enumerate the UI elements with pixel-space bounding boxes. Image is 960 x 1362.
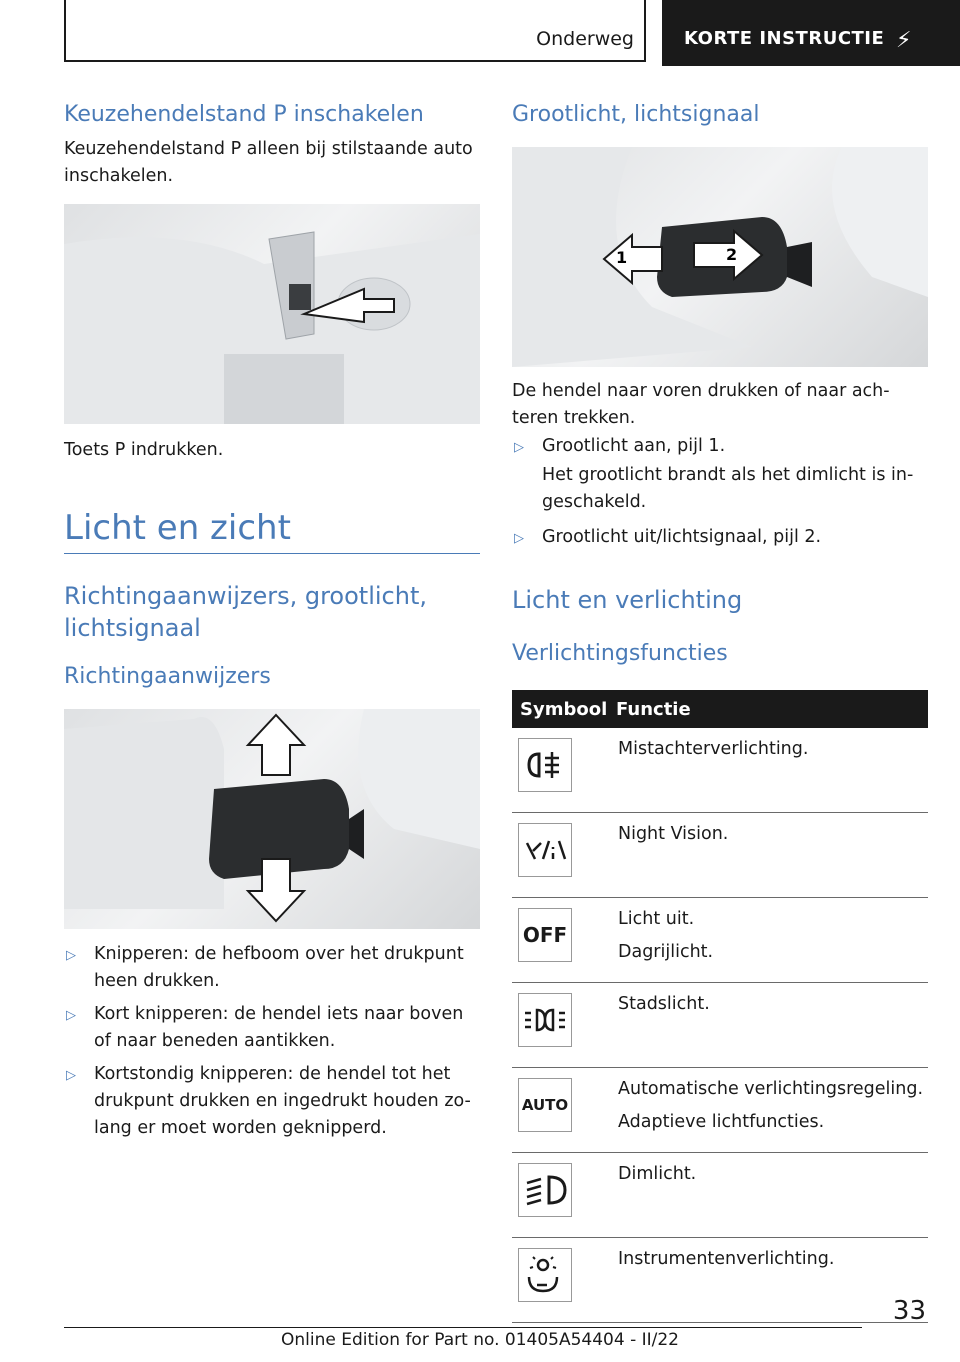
column-header-symbol: Symbool xyxy=(512,690,608,728)
list-item-sub: Het grootlicht brandt als het dimlicht is in-geschakeld. xyxy=(542,465,914,512)
parking-light-icon xyxy=(518,993,572,1047)
night-vision-icon xyxy=(518,823,572,877)
lighting-functions-table xyxy=(512,690,928,1323)
table-row xyxy=(512,1238,928,1323)
beam-heading: Grootlicht, lichtsignaal xyxy=(512,102,760,127)
function-text: Licht uit. xyxy=(618,909,695,929)
function-text: Night Vision. xyxy=(618,824,729,844)
table-row xyxy=(512,813,928,898)
table-row xyxy=(512,898,928,983)
wand-icon: ⚡ xyxy=(896,28,912,53)
chapter-heading: Licht en zicht xyxy=(64,508,291,548)
footer-rule xyxy=(64,1327,862,1328)
off-icon: OFF xyxy=(518,908,572,962)
list-item: ▷ Knipperen: de hefboom over het drukpunt heen drukken. xyxy=(66,944,464,991)
chapter-title: KORTE INSTRUCTIE xyxy=(684,28,885,49)
section-title: Onderweg xyxy=(536,28,634,50)
list-item: ▷ Kort knipperen: de hendel iets naar boven of naar beneden aantikken. xyxy=(66,1004,464,1051)
function-text: Dagrijlicht. xyxy=(618,942,714,962)
park-text: Keuzehendelstand P alleen bij stilstaande auto inschakelen. xyxy=(64,139,473,186)
triangle-icon: ▷ xyxy=(66,948,76,963)
park-caption: Toets P indrukken. xyxy=(64,440,224,460)
table-row xyxy=(512,1153,928,1238)
table-row xyxy=(512,983,928,1068)
footer-edition: Online Edition for Part no. 01405A54404 - II/22 xyxy=(280,1330,679,1350)
section-heading: Richtingaanwijzers, grootlicht, lichtsignaal xyxy=(64,582,427,642)
indicator-bullets xyxy=(64,941,484,1148)
list-item: ▷ Grootlicht aan, pijl 1. xyxy=(512,433,928,460)
table-row xyxy=(512,728,928,813)
table-row xyxy=(512,1068,928,1153)
column-header-function: Functie xyxy=(608,690,928,728)
chapter-underline xyxy=(64,553,480,554)
arrow-label-1: 1 xyxy=(616,248,628,267)
fog-light-icon xyxy=(518,738,572,792)
triangle-icon: ▷ xyxy=(514,440,524,455)
function-text: Instrumentenverlichting. xyxy=(618,1249,835,1269)
triangle-icon: ▷ xyxy=(514,531,524,546)
beam-bullets xyxy=(512,433,928,557)
low-beam-icon xyxy=(518,1163,572,1217)
gear-selector-image xyxy=(64,204,480,424)
function-text: Dimlicht. xyxy=(618,1164,697,1184)
chapter-tab[interactable] xyxy=(662,0,960,66)
function-text: Automatische verlichtingsregeling. xyxy=(618,1079,924,1099)
park-heading: Keuzehendelstand P inschakelen xyxy=(64,102,424,127)
triangle-icon: ▷ xyxy=(66,1068,76,1083)
auto-light-icon: AUTO xyxy=(518,1078,572,1132)
function-text: Adaptieve lichtfuncties. xyxy=(618,1112,825,1132)
arrow-label-2: 2 xyxy=(726,245,738,264)
functions-heading: Verlichtingsfuncties xyxy=(512,641,728,666)
indicator-stalk-image xyxy=(64,709,480,929)
light-heading: Licht en verlichting xyxy=(512,586,743,614)
function-text: Mistachterverlichting. xyxy=(618,739,809,759)
triangle-icon: ▷ xyxy=(66,1008,76,1023)
page-number: 33 xyxy=(892,1296,926,1326)
beam-text: De hendel naar voren drukken of naar ach-teren trekken. xyxy=(512,381,890,428)
list-item: ▷ Grootlicht uit/lichtsignaal, pijl 2. xyxy=(512,524,928,551)
table-header-row xyxy=(512,690,928,728)
list-item: ▷ Kortstondig knipperen: de hendel tot het drukpunt drukken en ingedrukt houden zo-lang er moet worden geknipperd. xyxy=(66,1064,471,1138)
subsection-heading: Richtingaanwijzers xyxy=(64,664,271,689)
function-text: Stadslicht. xyxy=(618,994,710,1014)
high-beam-stalk-image xyxy=(512,147,928,367)
instrument-light-icon xyxy=(518,1248,572,1302)
